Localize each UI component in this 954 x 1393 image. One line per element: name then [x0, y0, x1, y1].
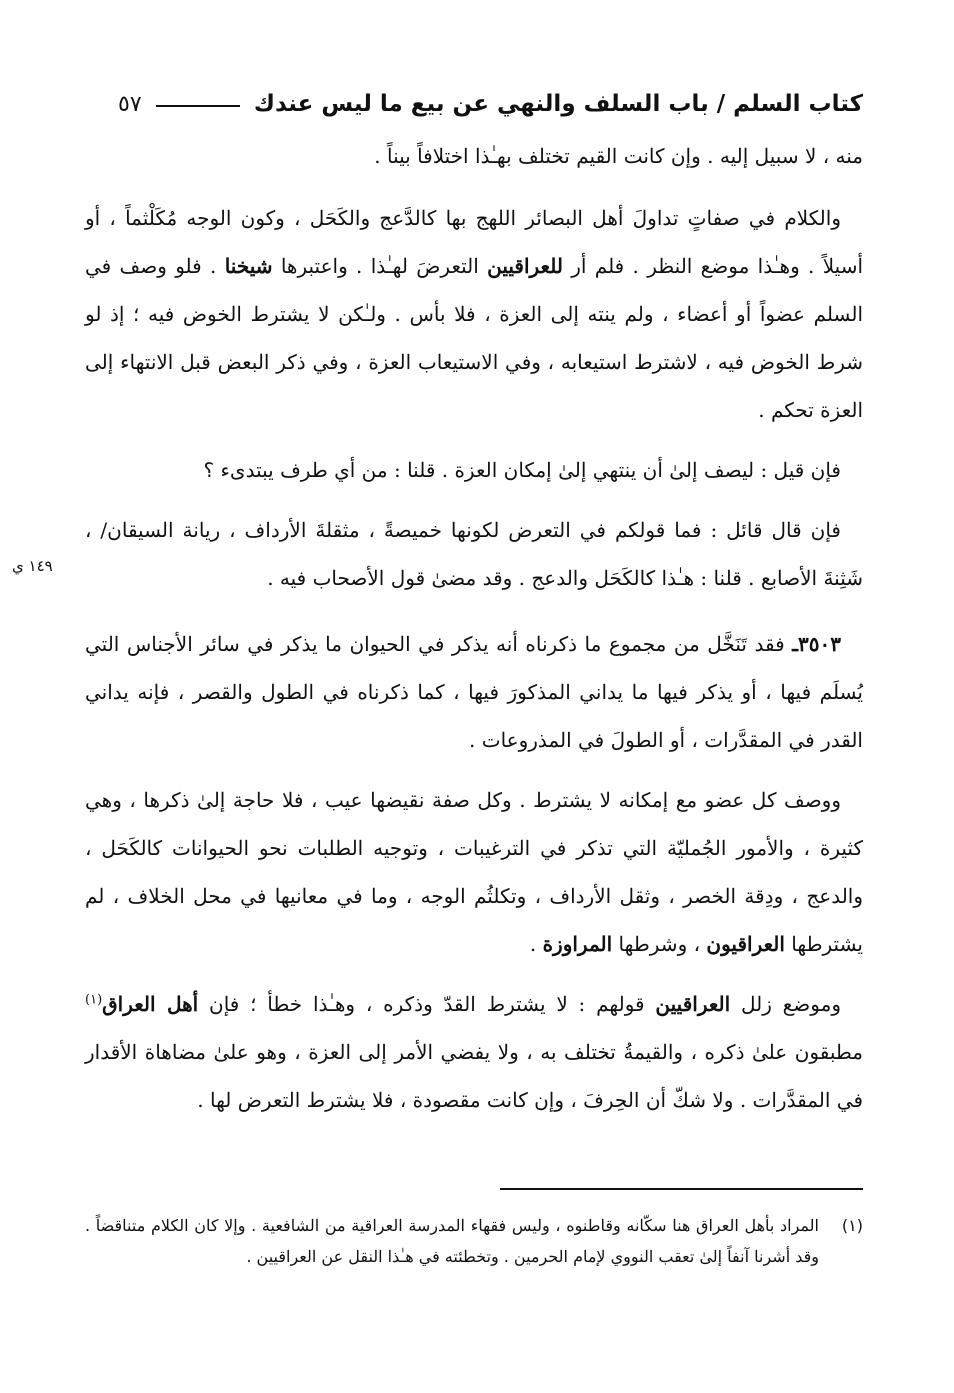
footnote [85, 1210, 863, 1272]
paragraph-continuation [85, 132, 863, 180]
bold-term: أهل العراق [102, 992, 199, 1016]
footnote-separator [500, 1188, 863, 1190]
header-title: كتاب السلم / باب السلف والنهي عن بيع ما ليس عندك [253, 91, 863, 117]
paragraph-text: . [529, 932, 543, 956]
main-text [85, 132, 863, 1136]
paragraph-text: التعرضَ لهـٰذا . واعتبرها [272, 254, 488, 278]
paragraph-objection [85, 446, 863, 494]
paragraph-numbered [85, 620, 863, 764]
paragraph-text: منه ، لا سبيل إليه . وإن كانت القيم تختلف بهـٰذا اختلافاً بيناً . [374, 144, 863, 168]
bold-term: للعراقيين [487, 254, 563, 278]
running-header [118, 82, 863, 126]
paragraph-description [85, 776, 863, 968]
header-rule [156, 105, 240, 107]
margin-page-reference: ١٤٩ ي [12, 557, 53, 575]
paragraph-attributes [85, 194, 863, 434]
footnote-reference[interactable]: (١) [85, 992, 103, 1008]
paragraph-text: . فلو وصف في السلم عضواً أو أعضاء ، ولم ينته إلى العزة ، فلا بأس . ولـٰكن لا يشترط الخوض فيه ؛ إذ لو شرط الخوض فيه ، لاشترط استيعابه ، وفي الاستيعاب العزة ، وفي ذكر البعض قبل الانتهاء إلى العزة تحكم . [85, 254, 863, 422]
paragraph-error [85, 980, 863, 1124]
bold-term: العراقيين [655, 992, 731, 1016]
paragraph-text: قولهم : لا يشترط القدّ وذكره ، وهـٰذا خطأ ؛ فإن [198, 992, 656, 1016]
bold-term: العراقيون [706, 932, 785, 956]
paragraph-text: فإن قال قائل : فما قولكم في التعرض لكونها خميصةً ، مثقلةَ الأرداف ، ريانة السيقان/ ، شَثِنةَ الأصابع . قلنا : هـٰذا كالكَحَل والدعج . وقد مضىٰ قول الأصحاب فيه . [85, 518, 863, 590]
paragraph-text: وموضع زلل [730, 992, 841, 1016]
paragraph-question [85, 506, 863, 602]
paragraph-text: ووصف كل عضو مع إمكانه لا يشترط . وكل صفة نقيضها عيب ، فلا حاجة إلىٰ ذكرها ، وهي كثيرة ، والأمور الجُمليّة التي تذكر في الترغيبات ، وتوجيه الطلبات نحو الحيوانات كالكَحَل ، والدعج ، ودِقة الخصر ، وثقل الأرداف ، وتكلثُم الوجه ، وما في معانيها في محل الخلاف ، لم يشترطها [85, 788, 863, 956]
paragraph-text: مطبقون علىٰ ذكره ، والقيمةُ تختلف به ، ولا يفضي الأمر إلى العزة ، وهو علىٰ مضاهاة الأقدار في المقدَّرات . ولا شكّ أن الحِرفَ ، وإن كانت مقصودة ، فلا يشترط التعرض لها . [85, 1040, 863, 1112]
paragraph-text: فإن قيل : ليصف إلىٰ أن ينتهي إلىٰ إمكان العزة . قلنا : من أي طرف يبتدىء ؟ [203, 458, 841, 482]
paragraph-text: فقد تَنَخَّل من مجموع ما ذكرناه أنه يذكر في الحيوان ما يذكر في سائر الأجناس التي يُسلَم فيها ، أو يذكر فيها ما يداني المذكورَ فيها ، كما ذكرناه في الطول والقصر ، فإنه يداني القدر في المقدَّرات ، أو الطولَ في المذروعات . [85, 632, 863, 752]
footnote-text: المراد بأهل العراق هنا سكّانه وقاطنوه ، وليس فقهاء المدرسة العراقية من الشافعية . وإلا كان الكلام متناقضاً . وقد أشرنا آنفاً إلىٰ تعقب النووي لإمام الحرمين . وتخطئته في هـٰذا النقل عن العراقيين . [85, 1216, 819, 1266]
bold-term: شيخنا [224, 254, 273, 278]
paragraph-text: ، وشرطها [612, 932, 707, 956]
footnote-marker: (١) [841, 1216, 863, 1235]
bold-term: المراوزة [542, 932, 613, 956]
paragraph-text: والكلام في صفاتٍ تداولَ أهل البصائر اللهج بها كالدَّعج والكَحَل ، وكون الوجه مُكَلْثماً ، أو أسيلاً . وهـٰذا موضع النظر . فلم أر [85, 206, 864, 278]
page-number: ٥٧ [118, 91, 142, 117]
paragraph-number: ٣٥٠٣ـ [792, 632, 841, 656]
